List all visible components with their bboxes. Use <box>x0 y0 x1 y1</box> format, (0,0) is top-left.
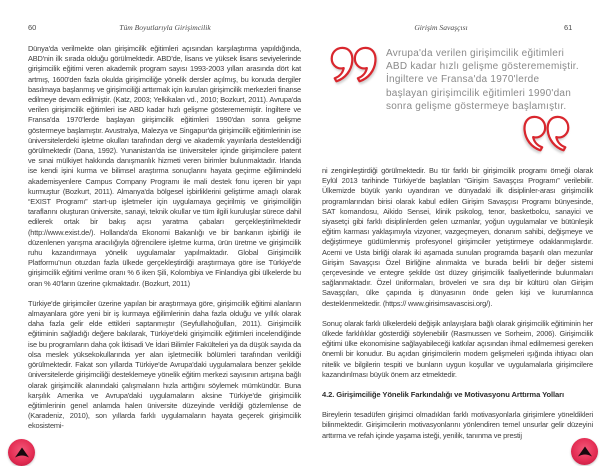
scroll-top-button-left[interactable] <box>8 439 35 466</box>
right-paragraph-2: Sonuç olarak farklı ülkelerdeki değişik anlayışlara bağlı olarak girişimcilik eğitiminin her ülkede farklılıklar gösterdiği söylenebilir (Rasmussen ve Sorheim, 2006). Girişimcilik eğitimi ülke ekonomisine sağlayabileceği katkılar açısından ihmal edilmemesi gereken önemli bir konudur. Bu açıdan girişimcilerin modern gelişmeleri ışığında ihtiyacı olan nitelik ve bilgilerin tespiti ve bunların uygun koşullar ve uygulamalarla girişimcilere kazandırılması büyük önem arz etmektedir. <box>322 318 593 379</box>
scroll-top-button-right[interactable] <box>571 438 598 465</box>
right-paragraph-1: ni zenginleştirdiği görülmektedir. Bu tür farklı bir girişimcilik programı örneği olarak Eylül 2013 tarihinde Türkiye'de başlatılan “Girişim Savaşçısı Programı” verilebilir. Ülkemizde büyük yankı uyandıran ve dünyadaki ilk disiplinler-arası girişimcilik programlarından birisi olarak kabul edilen Girişim Savaşçısı Programı bünyesinde, SAT komandosu, Aikido Sensei, klinik psikolog, tenor, basketbolcu, sanayici ve siyasetçi gibi farklı disiplinlerden gelen uzmanlar, yoğun uygulamalar ve bütünleşik eğitim karması yaklaşımıyla vizyoner, vazgeçmeyen, donanım sahibi, değişmeye ve değiştirmeye güdümlenmiş profesyonel girişimciler yetiştirmeye odaklanmışlardır. Acemi ve Usta birliği olarak iki aşamada sunulan programda başarılı olan mezunlar Girişim Savaşçısı Özel Birliğine alınmakta ve burada belirli bir değer sistemi çerçevesinde ve entegre şekilde üst düzey girişimcilik faaliyetlerinde bulunmaları sağlanmaktadır. Özel üniformaları, bröveleri ve sıra dışı bir kültürü olan Girişim Savaşçıları, ülke çapında iş dünyasının önde gelen kişi ve kurumlarınca desteklenmektedir. (https:// www.girisimsavascisi.org/). <box>322 166 593 308</box>
pull-quote-text: Avrupa'da verilen girişimcilik eğitimleri ABD kadar hızlı gelişme gösterememiştir. İngiltere ve Fransa'da 1970'lerde başlayan girişimcilik eğitimleri 1990'dan sonra gelişme göstermeye başlamıştır. <box>386 48 579 112</box>
right-paragraph-3: Bireylerin tesadüfen girişimci olmadıkları farklı motivasyonlarla girişimlere yöneldikleri bilinmektedir. Girişimcilerin motivasyonlarını yönlendiren temel unsurlar gelir düzeyini arttırma ve refah içinde yaşama isteği, yenilik, tanınma ve prestij <box>322 410 593 440</box>
opening-quotes-icon <box>330 43 378 87</box>
left-running-title: Tüm Boyutlarıyla Girişimcilik <box>119 23 211 32</box>
left-paragraph-1: Dünya'da verilmekte olan girişimcilik eğitimleri açısından karşılaştırma yapıldığında, ABD'nin ilk sırada olduğu görülmektedir. ABD'de, lisans ve yüksek lisans seviyelerinde girişimcilik eğitimi veren akademik program sayısı 1993-2003 yılları arasında dört kat artmış, 1600'den fazla okulda girişimciliğe yönelik dersler açılmış, bu konuda dergiler basılmaya başlanmış ve girişimciliği arttırmak için kurulan girişimcilik merkezleri finanse edilmeye devam edilmiştir. (Katz, 2003; Yelkikalan vd., 2010; Bozkurt, 2011). Avrupa'da verilen girişimcilik eğitimleri ise ABD kadar hızlı gelişme gösterememiştir. İngiltere ve Fransa'da 1970'lerde başlayan girişimcilik eğitimleri 1990'dan sonra gelişme göstermeye başlamıştır. Avustralya, Malezya ve Singapur'da girişimcilik eğitimlerinin ise üniversitelerdeki işletme okulları tarafından dergi ve akademik yayınlarla desteklendiği görülmektedir (Dana, 1992). Yunanistan'da ise üniversiteler içinde girişimcilere patent ve sınai mülkiyet hakkında danışmanlık hizmeti veren birimler bulunmaktadır. İrlanda ise kendi işini kurma ve bilimsel araştırma sonuçlarını hayata geçirme eğilimindeki akademisyenlere Campus Company Programı ile mali destek fonu içeren bir yapı kurmuştur (Bozkurt, 2011). Almanya'da bölgesel işbirliklerini geliştirme amaçlı olarak “EXIST Programı” start-up işletmeler için uygulamaya geçirilmiş ve girişimciliğin taraflarını oluşturan üniversite, sanayi, teknik okullar ve tüm ilgili kuruluşlar sürece dahil edilerek ortak bir bakış açısı yaratma çabaları gerçekleştirilmektedir (http://www.exist.de/). Hollanda'da Ekonomi Bakanlığı ve bir bankanın işbirliği ile düzenlenen yarışma aracılığıyla öğrencilere işletme kurma, ürün üretme ve girişimcilik ruhu kazandırmaya yönelik uygulamalar yapılmaktadır. Global Girişimcilik Platformu'nun otuzdan fazla ülkede gerçekleştirdiği araştırmaya göre ise Türkiye'de girişimcilik eğitimi verilme oranı % 6 iken Şili, Kolombiya ve Finlandiya gibi ülkelerde bu oran % 40'ların üzerine çıkmaktadır. (Bozkurt, 2011) <box>28 44 301 288</box>
pull-quote-block <box>330 40 580 168</box>
arrow-up-icon <box>12 443 32 463</box>
right-page-text-column <box>322 166 593 451</box>
right-running-title: Girişim Savaşçısı <box>414 23 468 32</box>
left-page-text-column <box>28 44 301 442</box>
left-page-number: 60 <box>28 23 37 32</box>
left-paragraph-2: Türkiye'de girişimciler üzerine yapılan bir araştırmaya göre, girişimcilik eğitimi alanların almayanlara göre yeni bir iş kurmaya eğilimlerinin daha fazla olduğu ve yıllık olarak daha fazla gelir elde ettikleri saptanmıştır (Seyfullahoğulları, 2011). Girişimcilik eğitiminin sağladığı değere bakılarak, Türkiye'deki girişimcilik eğitimleri incelendiğinde ise bu programların daha çok İktisadi Ve İdari Bilimler Fakülteleri ya da düşük sayıda da olsa meslek yüksekokullarında yer alan işletmecilik bölümleri tarafından verildiği görülmektedir. Fakat son yıllarda Türkiye'de Avrupa'daki uygulamalara benzer şekilde üniversitelerde girişimciliği desteklemeye yönelik eğitim merkezi sayısının artışına bağlı olarak girişimcilik alanındaki çalışmaların hızla arttığını söylemek mümkündür. Buna karşılık Amerika ve Avrupa'daki uygulamaların aksine Türkiye'de girişimcilik eğitimlerinin genel anlamda halen üniversite düzeyinde verildiği gözlemlense de (Karadeniz, 2010), son yıllarda farklı uygulamaların hayata geçerek girişimcilik ekosistemi- <box>28 298 301 431</box>
arrow-up-icon <box>575 442 595 462</box>
section-heading: 4.2. Girişimciliğe Yönelik Farkındalığı ve Motivasyonu Arttırma Yolları <box>322 390 565 400</box>
right-page-number: 61 <box>564 23 573 32</box>
closing-quotes-icon <box>522 112 570 156</box>
